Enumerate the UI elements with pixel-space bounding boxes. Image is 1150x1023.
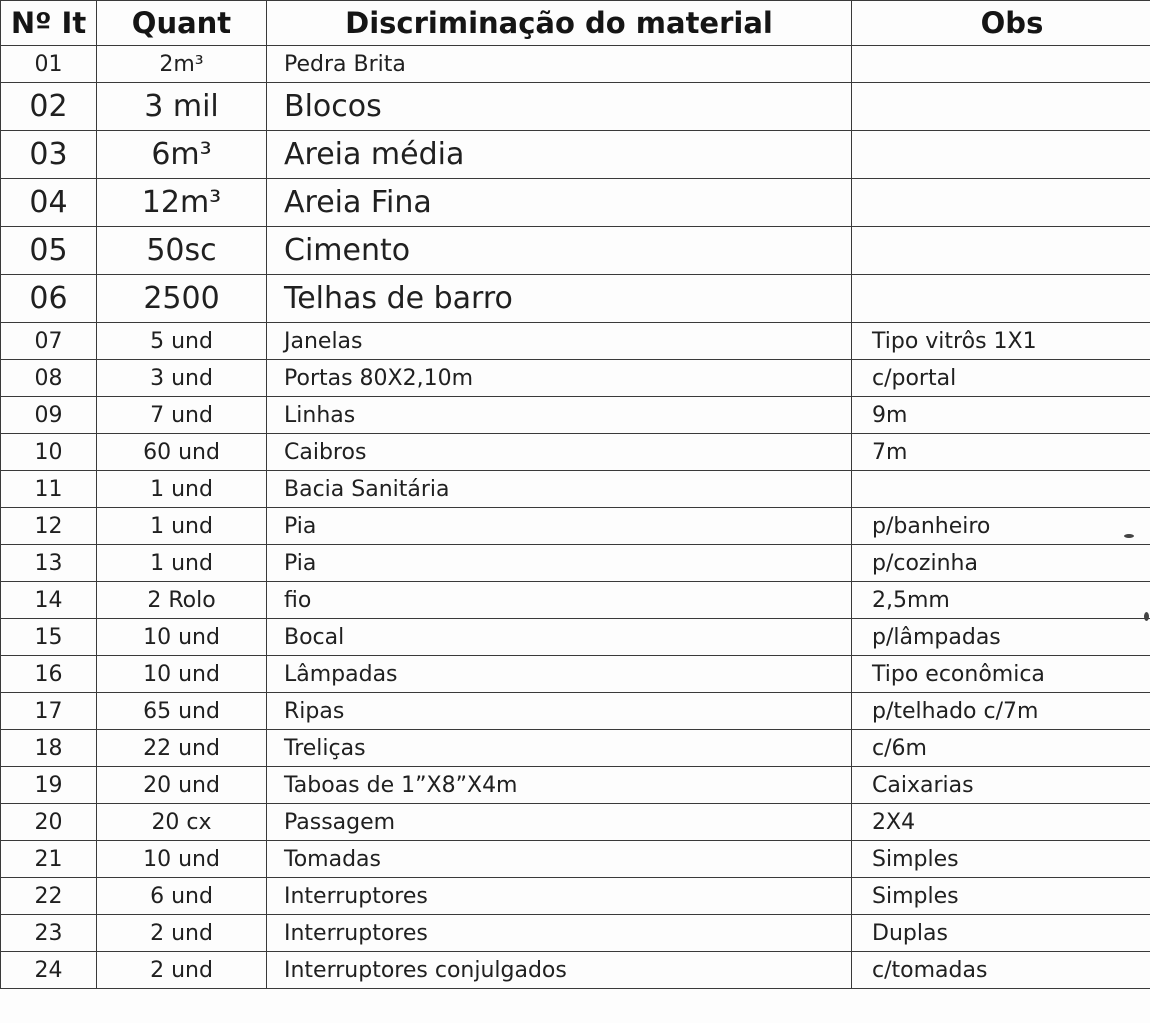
table-row [1, 179, 1150, 227]
item-number-cell: 19 [1, 767, 97, 804]
item-number-cell: 09 [1, 397, 97, 434]
material-description-cell: Linhas [267, 397, 852, 434]
material-description-cell: Pedra Brita [267, 46, 852, 83]
quantity-cell: 60 und [97, 434, 267, 471]
table-row [1, 730, 1150, 767]
quantity-cell: 1 und [97, 471, 267, 508]
item-number-cell: 07 [1, 323, 97, 360]
material-description-cell: Interruptores conjulgados [267, 952, 852, 989]
item-number-cell: 02 [1, 83, 97, 131]
quantity-cell: 22 und [97, 730, 267, 767]
material-description-cell: Areia Fina [267, 179, 852, 227]
table-row [1, 767, 1150, 804]
quantity-cell: 3 mil [97, 83, 267, 131]
item-number-cell: 03 [1, 131, 97, 179]
table-row [1, 656, 1150, 693]
table-row [1, 915, 1150, 952]
table-row [1, 878, 1150, 915]
quantity-cell: 50sc [97, 227, 267, 275]
table-row [1, 841, 1150, 878]
item-number-cell: 18 [1, 730, 97, 767]
item-number-cell: 17 [1, 693, 97, 730]
quantity-cell: 2 und [97, 915, 267, 952]
observation-cell: Simples [852, 841, 1150, 878]
observation-cell: c/tomadas [852, 952, 1150, 989]
material-description-cell: Janelas [267, 323, 852, 360]
table-row [1, 131, 1150, 179]
observation-cell [852, 227, 1150, 275]
table-body [1, 46, 1150, 989]
material-description-cell: Passagem [267, 804, 852, 841]
table-row [1, 508, 1150, 545]
quantity-cell: 2 Rolo [97, 582, 267, 619]
material-description-cell: Ripas [267, 693, 852, 730]
observation-cell: Tipo vitrôs 1X1 [852, 323, 1150, 360]
item-number-cell: 11 [1, 471, 97, 508]
material-description-cell: Taboas de 1”X8”X4m [267, 767, 852, 804]
header-item-number: Nº It [1, 1, 97, 46]
material-description-cell: Treliças [267, 730, 852, 767]
observation-cell: 2X4 [852, 804, 1150, 841]
observation-cell: Simples [852, 878, 1150, 915]
item-number-cell: 16 [1, 656, 97, 693]
table-row [1, 227, 1150, 275]
table-row [1, 46, 1150, 83]
material-description-cell: Bacia Sanitária [267, 471, 852, 508]
quantity-cell: 1 und [97, 545, 267, 582]
scan-speck [1144, 612, 1149, 621]
material-description-cell: Caibros [267, 434, 852, 471]
table-row [1, 275, 1150, 323]
scan-speck [1124, 534, 1134, 538]
quantity-cell: 2m³ [97, 46, 267, 83]
material-description-cell: fio [267, 582, 852, 619]
header-quantity: Quant [97, 1, 267, 46]
observation-cell [852, 179, 1150, 227]
item-number-cell: 06 [1, 275, 97, 323]
quantity-cell: 20 und [97, 767, 267, 804]
observation-cell: p/lâmpadas [852, 619, 1150, 656]
table-row [1, 619, 1150, 656]
table-row [1, 360, 1150, 397]
item-number-cell: 01 [1, 46, 97, 83]
item-number-cell: 12 [1, 508, 97, 545]
quantity-cell: 2 und [97, 952, 267, 989]
observation-cell [852, 471, 1150, 508]
quantity-cell: 10 und [97, 619, 267, 656]
material-description-cell: Bocal [267, 619, 852, 656]
observation-cell [852, 83, 1150, 131]
observation-cell: 7m [852, 434, 1150, 471]
quantity-cell: 10 und [97, 841, 267, 878]
material-description-cell: Pia [267, 545, 852, 582]
item-number-cell: 13 [1, 545, 97, 582]
observation-cell: c/portal [852, 360, 1150, 397]
item-number-cell: 04 [1, 179, 97, 227]
observation-cell [852, 275, 1150, 323]
observation-cell: p/banheiro [852, 508, 1150, 545]
quantity-cell: 5 und [97, 323, 267, 360]
table-row [1, 582, 1150, 619]
item-number-cell: 15 [1, 619, 97, 656]
quantity-cell: 65 und [97, 693, 267, 730]
quantity-cell: 3 und [97, 360, 267, 397]
material-description-cell: Areia média [267, 131, 852, 179]
item-number-cell: 10 [1, 434, 97, 471]
table-row [1, 397, 1150, 434]
item-number-cell: 24 [1, 952, 97, 989]
observation-cell: p/telhado c/7m [852, 693, 1150, 730]
quantity-cell: 6m³ [97, 131, 267, 179]
item-number-cell: 22 [1, 878, 97, 915]
table-row [1, 323, 1150, 360]
observation-cell: Caixarias [852, 767, 1150, 804]
table-row [1, 83, 1150, 131]
quantity-cell: 7 und [97, 397, 267, 434]
material-description-cell: Portas 80X2,10m [267, 360, 852, 397]
observation-cell: p/cozinha [852, 545, 1150, 582]
material-description-cell: Cimento [267, 227, 852, 275]
observation-cell: 2,5mm [852, 582, 1150, 619]
item-number-cell: 08 [1, 360, 97, 397]
material-description-cell: Pia [267, 508, 852, 545]
material-description-cell: Interruptores [267, 878, 852, 915]
table-row [1, 952, 1150, 989]
quantity-cell: 20 cx [97, 804, 267, 841]
observation-cell: Tipo econômica [852, 656, 1150, 693]
observation-cell [852, 131, 1150, 179]
material-description-cell: Telhas de barro [267, 275, 852, 323]
table-row [1, 545, 1150, 582]
observation-cell: 9m [852, 397, 1150, 434]
item-number-cell: 05 [1, 227, 97, 275]
quantity-cell: 6 und [97, 878, 267, 915]
quantity-cell: 12m³ [97, 179, 267, 227]
material-description-cell: Lâmpadas [267, 656, 852, 693]
header-material-description: Discriminação do material [267, 1, 852, 46]
item-number-cell: 20 [1, 804, 97, 841]
table-row [1, 471, 1150, 508]
observation-cell: c/6m [852, 730, 1150, 767]
header-observations: Obs [852, 1, 1150, 46]
header-row [1, 1, 1150, 46]
observation-cell: Duplas [852, 915, 1150, 952]
table-row [1, 693, 1150, 730]
material-description-cell: Tomadas [267, 841, 852, 878]
material-description-cell: Interruptores [267, 915, 852, 952]
quantity-cell: 2500 [97, 275, 267, 323]
observation-cell [852, 46, 1150, 83]
quantity-cell: 10 und [97, 656, 267, 693]
item-number-cell: 23 [1, 915, 97, 952]
quantity-cell: 1 und [97, 508, 267, 545]
item-number-cell: 21 [1, 841, 97, 878]
table-row [1, 804, 1150, 841]
material-description-cell: Blocos [267, 83, 852, 131]
item-number-cell: 14 [1, 582, 97, 619]
table-row [1, 434, 1150, 471]
